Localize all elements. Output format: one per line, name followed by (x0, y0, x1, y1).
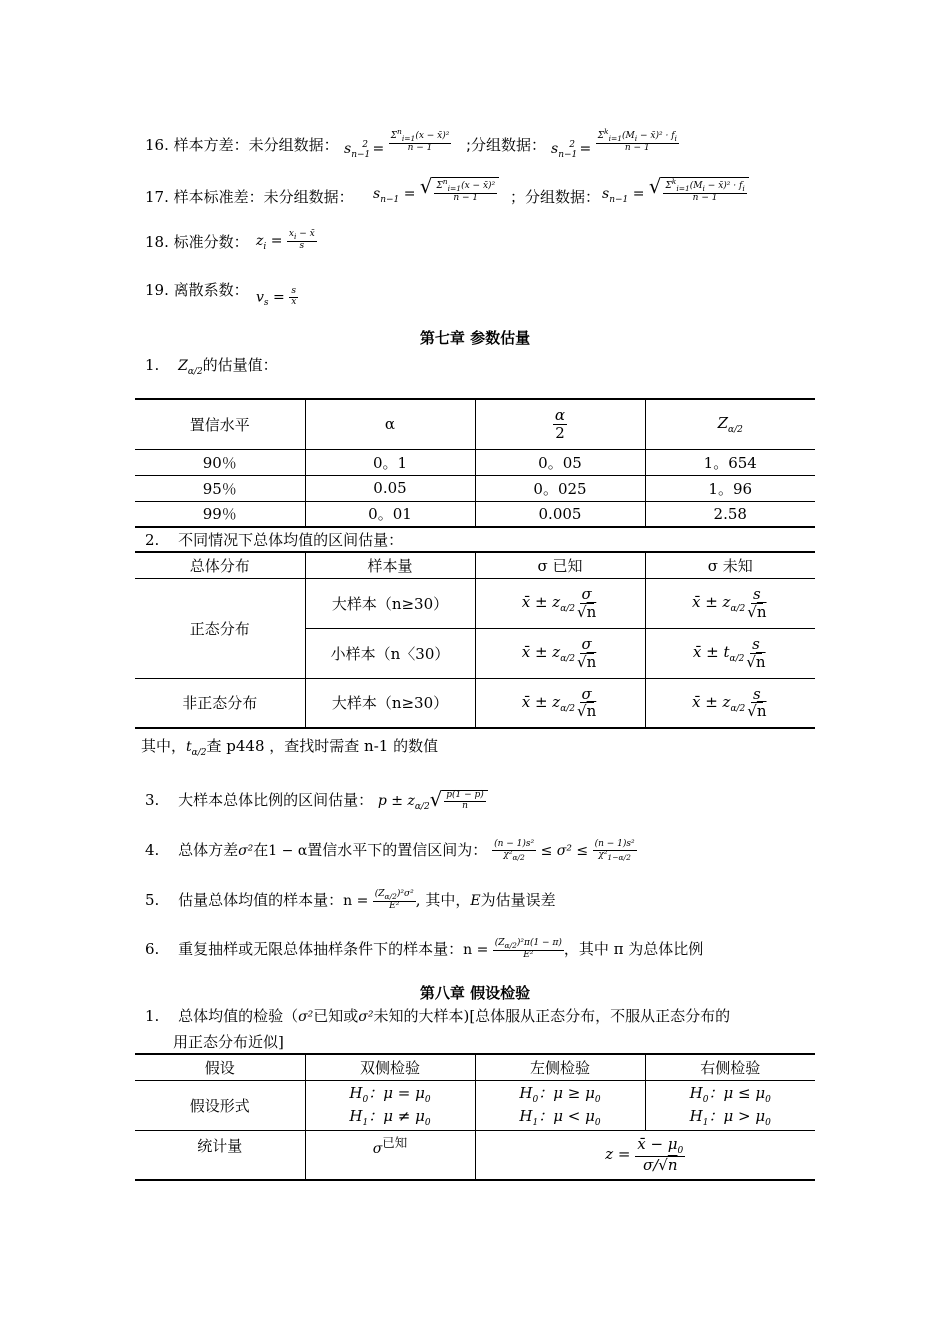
ch7-item-4: 4. 总体方差σ²在1 − α置信水平下的置信区间为： $\frac{\text{(n − 1)s²}}{\chi^2_{\alpha/2}}$ ≤ σ² ≤ $\frac{\text{(n − 1)s²}}{\chi^2_{1-\alpha/2}}$ (145, 839, 635, 862)
table-cell: 统计量 (135, 1130, 305, 1180)
table-cell: 0。05 (475, 449, 645, 475)
table-cell: 2.58 (645, 501, 815, 527)
item-text: 大样本总体比例的区间估量： (178, 791, 374, 809)
table-cell: 小样本（n〈30） (305, 628, 475, 678)
grouped-label: ;分组数据： (466, 136, 547, 154)
ch7-item-1: 1. $Z_{\alpha/2}$的估量值： (145, 356, 278, 377)
coefficient-of-variation-formula: $v_s$ = $\frac{s}{x̄}$ (256, 286, 297, 309)
item-label: 样本标准差：未分组数据： (173, 188, 354, 206)
formula-cell: $\sigma^{已知}$ (305, 1130, 475, 1180)
header-cell: σ 未知 (645, 552, 815, 578)
item-text: 总体方差 (178, 841, 239, 859)
item-number: 16. (145, 136, 169, 154)
item-label: 离散系数： (173, 281, 249, 299)
header-cell: 假设 (135, 1054, 305, 1080)
ch8-item-1-line-2: 用正态分布近似] (173, 1033, 284, 1051)
item-text: 为估量误差 (480, 891, 556, 909)
formula-cell: x̄ ± $t_{\alpha/2}$ $\frac{s}{√n}$ (645, 628, 815, 678)
item-text: 未知的大样本)[总体服从正态分布，不服从正态分布的 (373, 1007, 731, 1025)
formula-cell: $H_0$：$\mu \ge \mu_0$ $H_1$：$\mu < \mu_0$ (475, 1080, 645, 1130)
item-18 (145, 231, 249, 252)
item-number: 18. (145, 233, 169, 251)
table-cell: 0。01 (305, 501, 475, 527)
ch7-item-6: 6. 重复抽样或无限总体抽样条件下的样本量：n = $\frac{(Z_{\alpha/2})^2\pi(1 - \pi)}{\text{E²}}$ ，其中 π 为总体比例 (145, 938, 704, 961)
formula-cell: z = $\frac{x̄ - \mu_0}{\sigma/√n}$ (475, 1130, 815, 1180)
item-number: 3. (145, 791, 160, 809)
header-cell: 双侧检验 (305, 1054, 475, 1080)
z-value-table (135, 398, 815, 528)
item-19 (145, 279, 249, 300)
item-number: 4. (145, 841, 160, 859)
item-text: ，其中 π 为总体比例 (563, 940, 704, 958)
item-label: 样本方差：未分组数据： (173, 136, 339, 154)
table-cell: 大样本（n≥30） (305, 678, 475, 728)
item-number: 19. (145, 281, 169, 299)
formula-cell: $H_0$：$\mu \le \mu_0$ $H_1$：$\mu > \mu_0$ (645, 1080, 815, 1130)
table-cell: 0。025 (475, 475, 645, 501)
sample-std-grouped-formula: $s_{n-1}$ = √ $\frac{\Sigma^k_{i=1}(M_i - x̄)^2 \cdot f_i}{n - 1}$ (602, 177, 749, 204)
grouped-label: ；分组数据： (510, 188, 601, 206)
chapter-8-title: 第八章 假设检验 (419, 984, 531, 1002)
item-label: 标准分数： (173, 233, 249, 251)
ch7-item-3: 3. 大样本总体比例的区间估量： $p \pm z_{\alpha/2}$ √ $\frac{p(1 - p)}{n}$ (145, 789, 488, 812)
item-text: 其中， (425, 891, 471, 909)
formula-cell: x̄ ± $z_{\alpha/2}$ $\frac{s}{√n}$ (645, 578, 815, 628)
table-cell: 99％ (135, 501, 305, 527)
table-cell: 1。654 (645, 449, 815, 475)
item-number: 1. (145, 1007, 160, 1025)
header-cell: σ 已知 (475, 552, 645, 578)
table-cell: 1。96 (645, 475, 815, 501)
item-text: 重复抽样或无限总体抽样条件下的样本量： (178, 940, 464, 958)
item-number: 6. (145, 940, 160, 958)
note-text: 查 p448 ，查找时需查 n-1 的数值 (206, 737, 439, 755)
header-cell: 样本量 (305, 552, 475, 578)
table-cell: 90％ (135, 449, 305, 475)
table-cell: 大样本（n≥30） (305, 578, 475, 628)
ch8-item-1: 1. 总体均值的检验（σ²已知或σ²未知的大样本)[总体服从正态分布，不服从正态分布的 (145, 1007, 731, 1025)
interval-estimate-table (135, 551, 815, 729)
item-16 (145, 134, 339, 155)
item-text: 估量总体均值的样本量： (178, 891, 344, 909)
item-number: 5. (145, 891, 160, 909)
header-cell: $\frac{\alpha}{2}$ (475, 399, 645, 449)
chapter-7-title: 第七章 参数估量 (419, 329, 531, 347)
item-number: 17. (145, 188, 169, 206)
item-text: 的估量值： (202, 356, 278, 374)
item-text: 在 (253, 841, 269, 859)
header-cell: α (305, 399, 475, 449)
formula-cell: x̄ ± $z_{\alpha/2}$ $\frac{\sigma}{√n}$ (475, 628, 645, 678)
header-cell: 左侧检验 (475, 1054, 645, 1080)
header-cell: 置信水平 (135, 399, 305, 449)
ch7-item-2 (145, 529, 403, 550)
table-cell: 0.005 (475, 501, 645, 527)
table-cell: 非正态分布 (135, 678, 305, 728)
formula-cell: x̄ ± $z_{\alpha/2}$ $\frac{\sigma}{√n}$ (475, 578, 645, 628)
z-score-formula: $z_i$ = $\frac{x_i - x̄}{s}$ (256, 229, 315, 252)
sample-variance-ungrouped-formula: $s_{n-1}^2$ = $\frac{\Sigma^n_{i=1}(x - x̄)^2}{n - 1}$ (344, 127, 450, 160)
header-cell: 总体分布 (135, 552, 305, 578)
item-text: 置信水平下的置信区间为： (307, 841, 488, 859)
header-cell: $Z_{\alpha/2}$ (645, 399, 815, 449)
formula-cell: $H_0$：$\mu = \mu_0$ $H_1$：$\mu \ne \mu_0$ (305, 1080, 475, 1130)
sample-variance-grouped-formula: $s_{n-1}^2$ = $\frac{\Sigma^k_{i=1}(M_i - x̄)^2 \cdot f_i}{n - 1}$ (551, 127, 677, 160)
hypothesis-test-table (135, 1053, 815, 1181)
item-text: 已知或 (313, 1007, 359, 1025)
item-text: 不同情况下总体均值的区间估量： (178, 531, 404, 549)
note-prefix: 其中， (141, 737, 187, 755)
item-number: 2. (145, 531, 160, 549)
item-text: 总体均值的检验（ (178, 1007, 299, 1025)
header-cell: 右侧检验 (645, 1054, 815, 1080)
table-cell: 0.05 (305, 475, 475, 501)
table-cell: 正态分布 (135, 578, 305, 678)
t-value-note: 其中，$t_{\alpha/2}$查 p448 ，查找时需查 n-1 的数值 (141, 737, 439, 758)
formula-cell: x̄ ± $z_{\alpha/2}$ $\frac{\sigma}{√n}$ (475, 678, 645, 728)
item-17 (145, 186, 354, 207)
sigma-known-label: 已知 (382, 1134, 408, 1150)
formula-cell: x̄ ± $z_{\alpha/2}$ $\frac{s}{√n}$ (645, 678, 815, 728)
table-cell: 假设形式 (135, 1080, 305, 1130)
ch7-item-5: 5. 估量总体均值的样本量：n = $\frac{(Z_{\alpha/2})^2\sigma^2}{\text{E²}}$ , 其中，E为估量误差 (145, 889, 556, 912)
item-number: 1. (145, 356, 160, 374)
table-cell: 95％ (135, 475, 305, 501)
sample-std-ungrouped-formula: $s_{n-1}$ = √ $\frac{\Sigma^n_{i=1}(x - x̄)^2}{n - 1}$ (373, 177, 499, 204)
table-cell: 0。1 (305, 449, 475, 475)
